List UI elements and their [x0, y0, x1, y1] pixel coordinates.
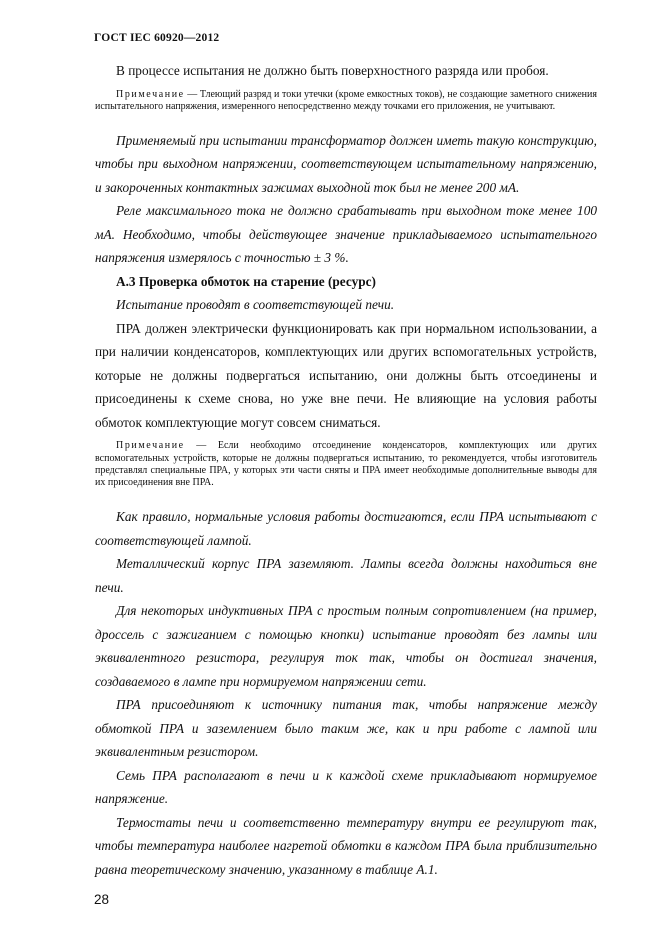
document-code-header: ГОСТ IEC 60920—2012 — [94, 32, 220, 44]
page-number: 28 — [94, 892, 110, 907]
section-heading: А.3 Проверка обмоток на старение (ресурс) — [116, 273, 376, 289]
note-text: — Если необходимо отсоединение конденсаторов, комплектующих или других вспомогательных устройств, которые не должны подвергаться испытанию, то рекомендуется, чтобы изготовитель представлял специальные ПРА, у которых эти части сняты и ПРА имеет необходимые дополнительные выводы для их присоединения вне ПРА. — [95, 440, 597, 489]
note-label: Примечание — [116, 88, 185, 100]
note-capacitors — [95, 440, 597, 489]
note-text: — Тлеющий разряд и токи утечки (кроме емкостных токов), не создающие заметного снижения испытательного напряжения, измеренного непосредственно между точками его приложения, не учитывают. — [95, 88, 597, 112]
paragraph-no-discharge: В процессе испытания не должно быть поверхностного разряда или пробоя. — [116, 63, 549, 78]
note-label: Примечание — [116, 440, 185, 452]
paragraph-grounding: Металлический корпус ПРА заземляют. Лампы всегда должны находиться вне печи. — [95, 556, 597, 595]
note-glow-discharge — [95, 89, 597, 113]
paragraph-overcurrent-relay: Реле максимального тока не должно срабатывать при выходном токе менее 100 мА. Необходимо, чтобы действующее значение прикладываемого испытательного напряжения измерялось с точностью ± 3 %. — [95, 203, 597, 266]
paragraph-thermostats: Термостаты печи и соответственно температуру внутри ее регулируют так, чтобы температура наиболее нагретой обмотки в каждом ПРА была приблизительно равна теоретическому значению, указанному в таблице А.1. — [95, 814, 597, 877]
paragraph-ballast-function: ПРА должен электрически функционировать как при нормальном использовании, а при наличии конденсаторов, комплектующих или других вспомогательных устройств, которые не должны подвергаться испытанию, они должны быть отсоединены и присоединены к схеме снова, но уже вне печи. Не влияющие на условия работы обмоток комплектующие могут совсем сниматься. — [95, 320, 597, 430]
paragraph-seven-ballasts: Семь ПРА располагают в печи и к каждой схеме прикладывают нормируемое напряжение. — [95, 767, 597, 807]
paragraph-oven-test: Испытание проводят в соответствующей печи. — [116, 297, 395, 313]
paragraph-normal-conditions: Как правило, нормальные условия работы достигаются, если ПРА испытывают с соответствующей лампой. — [95, 509, 597, 548]
paragraph-inductive-ballasts: Для некоторых индуктивных ПРА с простым полным сопротивлением (на пример, дроссель с зажиганием с помощью кнопки) испытание проводят без лампы или эквивалентного резистора, регулируя ток так, чтобы он достигал значения, создаваемого в лампе при нормируемом напряжении сети. — [95, 603, 597, 689]
paragraph-transformer: Применяемый при испытании трансформатор должен иметь такую конструкцию, чтобы при выходном напряжении, соответствующем испытательному напряжению, и закороченных контактных зажимах выходной ток был не менее 200 мА. — [95, 132, 597, 195]
paragraph-power-connection: ПРА присоединяют к источнику питания так, чтобы напряжение между обмоткой ПРА и заземлением было таким же, как и при работе с лампой или эквивалентным резистором. — [95, 697, 597, 760]
page-content — [95, 59, 597, 881]
